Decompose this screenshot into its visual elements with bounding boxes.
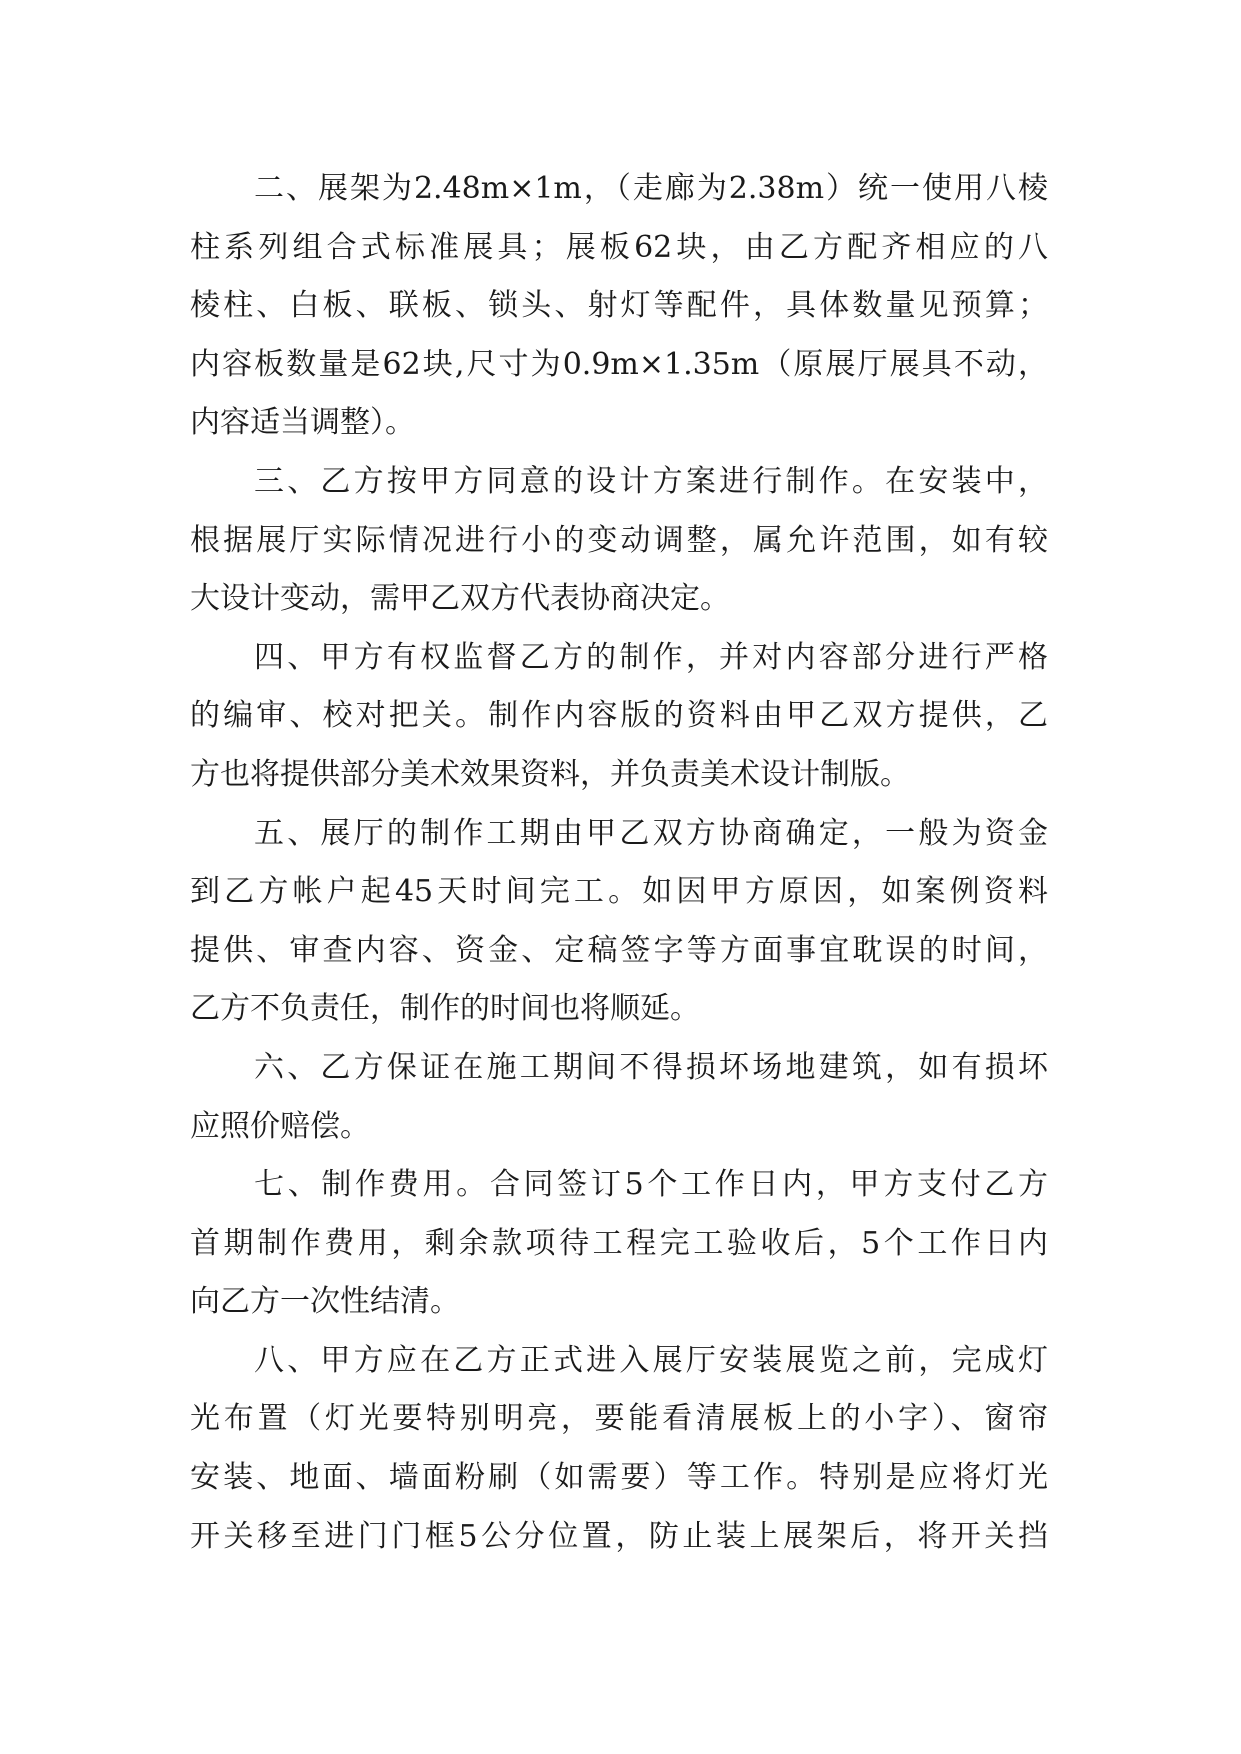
text-line: 根据展厅实际情况进行小的变动调整，属允许范围，如有较 xyxy=(190,522,1048,558)
text-line: 四、甲方有权监督乙方的制作，并对内容部分进行严格 xyxy=(254,639,1048,675)
text-line: 向乙方一次性结清。 xyxy=(190,1284,460,1320)
text-line: 到乙方帐户起45天时间完工。如因甲方原因，如案例资料 xyxy=(190,874,1048,910)
text-line: 内容板数量是62块,尺寸为0.9m×1.35m（原展厅展具不动， xyxy=(190,346,1048,382)
text-line: 五、展厅的制作工期由甲乙双方协商确定，一般为资金 xyxy=(254,815,1048,851)
text-line: 柱系列组合式标准展具；展板62块，由乙方配齐相应的八 xyxy=(190,229,1048,265)
text-line: 安装、地面、墙面粉刷（如需要）等工作。特别是应将灯光 xyxy=(190,1460,1048,1496)
text-line: 六、乙方保证在施工期间不得损坏场地建筑，如有损坏 xyxy=(254,1049,1048,1085)
text-line: 棱柱、白板、联板、锁头、射灯等配件，具体数量见预算； xyxy=(190,288,1048,324)
text-line: 首期制作费用，剩余款项待工程完工验收后，5个工作日内 xyxy=(190,1225,1048,1261)
text-line: 内容适当调整）。 xyxy=(190,405,415,441)
text-line: 提供、审查内容、资金、定稿签字等方面事宜耽误的时间， xyxy=(190,932,1048,968)
text-line: 开关移至进门门框5公分位置，防止装上展架后，将开关挡 xyxy=(190,1518,1048,1554)
text-line: 七、制作费用。合同签订5个工作日内，甲方支付乙方 xyxy=(254,1167,1048,1203)
text-line: 方也将提供部分美术效果资料，并负责美术设计制版。 xyxy=(190,756,910,792)
text-line: 应照价赔偿。 xyxy=(190,1108,370,1144)
text-line: 乙方不负责任，制作的时间也将顺延。 xyxy=(190,991,700,1027)
text-line: 二、展架为2.48m×1m，（走廊为2.38m）统一使用八棱 xyxy=(254,171,1048,206)
text-line: 八、甲方应在乙方正式进入展厅安装展览之前，完成灯 xyxy=(254,1342,1048,1378)
text-line: 三、乙方按甲方同意的设计方案进行制作。在安装中， xyxy=(254,463,1048,499)
text-line: 大设计变动，需甲乙双方代表协商决定。 xyxy=(190,581,730,617)
text-line: 的编审、校对把关。制作内容版的资料由甲乙双方提供，乙 xyxy=(190,698,1048,734)
document-body xyxy=(190,160,1048,1566)
text-line: 光布置（灯光要特别明亮，要能看清展板上的小字）、窗帘 xyxy=(190,1401,1048,1437)
